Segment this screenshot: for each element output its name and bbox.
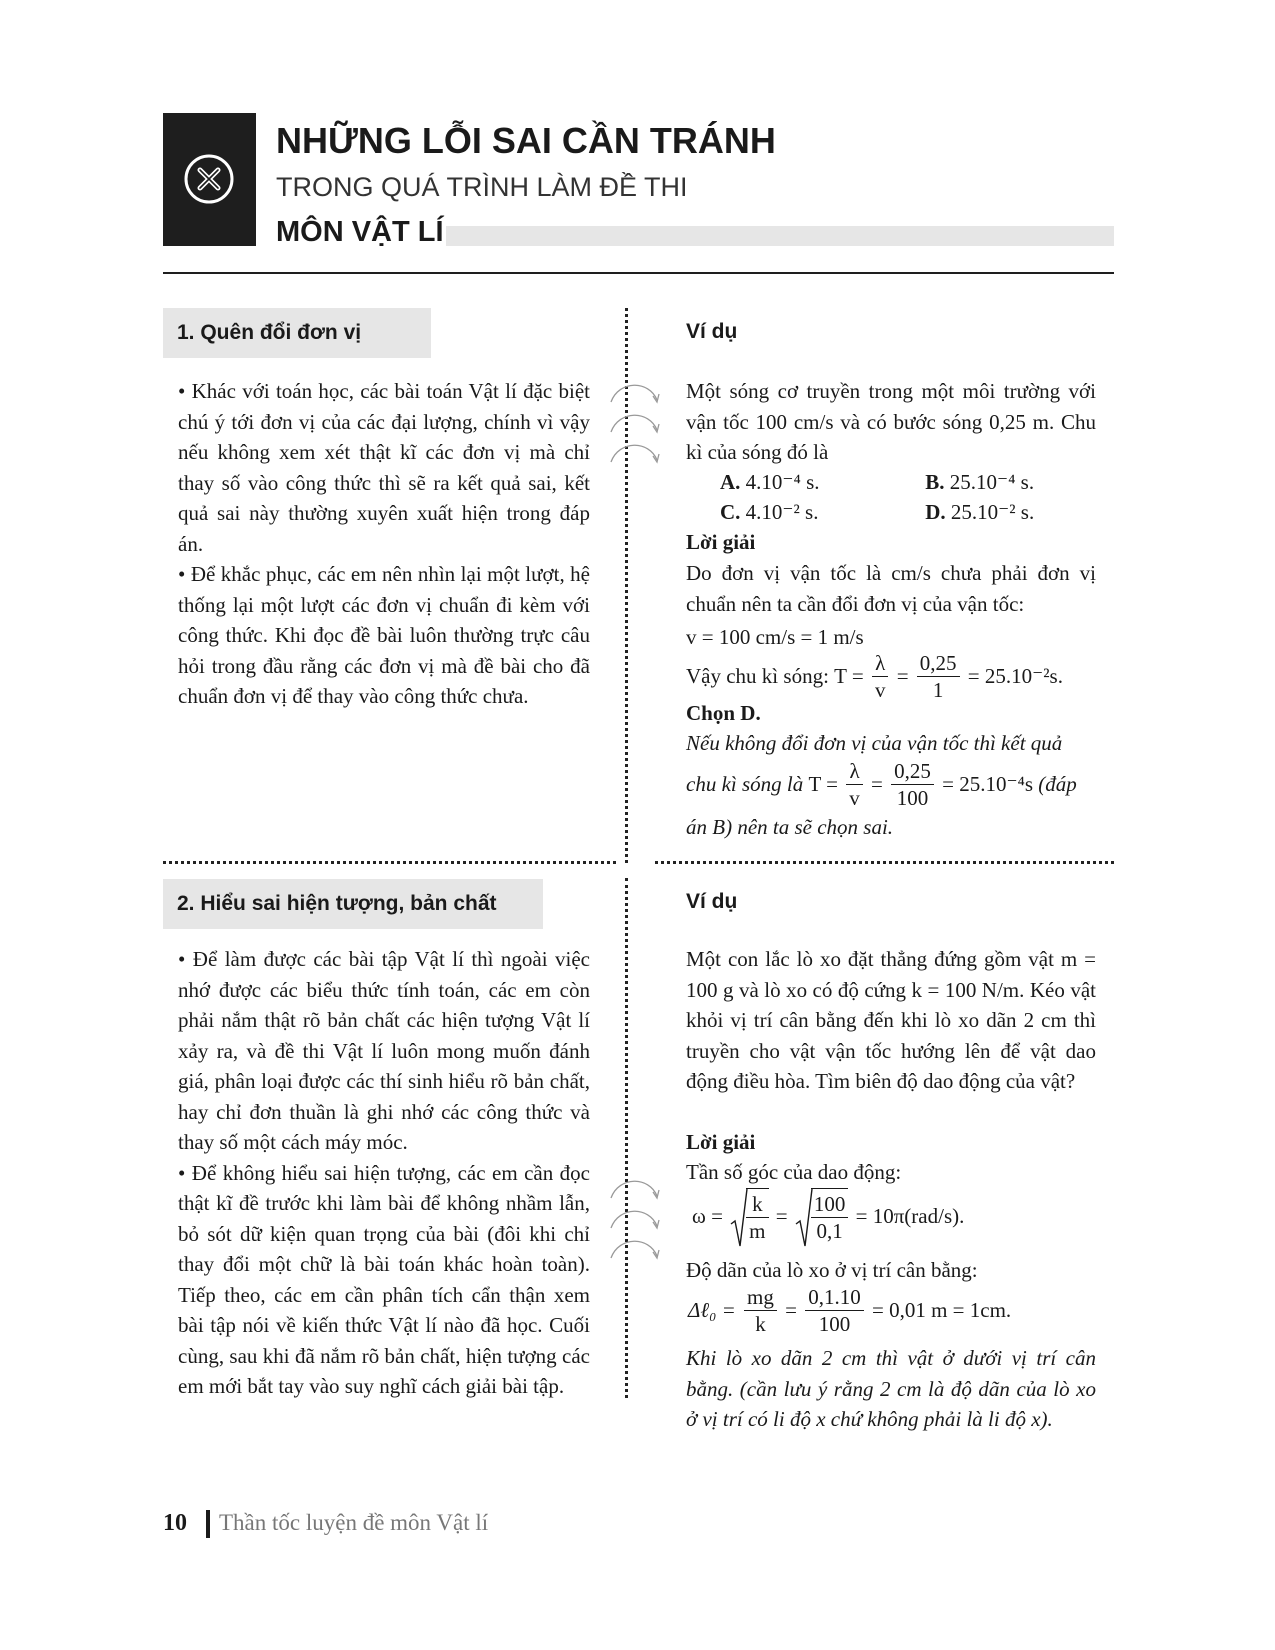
page-title: NHỮNG LỖI SAI CẦN TRÁNH (276, 120, 776, 161)
note-1-line-1: Nếu không đổi đơn vị của vận tốc thì kết quả (686, 731, 1063, 755)
footer-separator (206, 1510, 210, 1538)
binding-curl-icon (609, 1176, 669, 1296)
note-num-1: λ (846, 758, 863, 785)
option-b-key: B. (925, 470, 945, 494)
stretch-intro: Độ dãn của lò xo ở vị trí cân bằng: (686, 1258, 978, 1282)
option-c-text: 4.10⁻² s. (745, 500, 819, 524)
page-subtitle: TRONG QUÁ TRÌNH LÀM ĐỀ THI (276, 172, 688, 202)
example-2-label: Ví dụ (686, 890, 738, 913)
sqrt-values (795, 1188, 849, 1244)
section-1-heading: 1. Quên đổi đơn vị (163, 308, 431, 358)
period-num-2: 0,25 (917, 650, 960, 677)
period-lhs: T = (834, 664, 864, 688)
example-1-options-row-2 (720, 497, 1034, 528)
section-2-bullet-1: • Để làm được các bài tập Vật lí thì ngoài việc nhớ được các biểu thức tính toán, các em còn phải nắm thật rõ bản chất các hiện tượng Vật lí xảy ra, và đề thi Vật lí luôn mong muốn đánh giá, phân loại được các thí sinh hiểu rõ bản chất, hay chỉ đơn thuần là ghi nhớ các công thức và thay số một cách máy móc. (178, 947, 590, 1154)
close-circle-icon (183, 153, 235, 205)
section-1-bullet-2: • Để khắc phục, các em nên nhìn lại một lượt, hệ thống lại một lượt các đơn vị chuẩn đi kèm với công thức. Khi đọc đề bài luôn thường trực câu hỏi trong đầu rằng các đơn vị mà đề bài cho đã chuẩn đơn vị để thay vào công thức chưa. (178, 562, 590, 708)
note-den-1: v (849, 786, 860, 810)
example-2-question: Một con lắc lò xo đặt thẳng đứng gồm vật m = 100 g và lò xo có độ cứng k = 100 N/m. Kéo vật khỏi vị trí cân bằng đến khi lò xo dãn 2 cm thì truyền cho vật vận tốc hướng lên để vật dao động điều hòa. Tìm biên độ dao động của vật? (686, 947, 1096, 1093)
note-den-2: 100 (896, 786, 929, 810)
omega-num-1: k (746, 1191, 768, 1218)
section-2-bullet-2: • Để không hiểu sai hiện tượng, các em cần đọc thật kĩ đề trước khi làm bài để không nhầm lẫn, bỏ sót dữ kiện quan trọng của bài (đôi khi chỉ thay đổi một chữ là bài toán khác hoàn toàn). Tiếp theo, các em cần phân tích cẩn thận xem bài tập nói về kiến thức Vật lí nào đã học. Cuối cùng, sau khi đã nắm rõ bản chất, hiện tượng các em mới bắt tay vào suy nghĩ cách giải bài tập. (178, 1160, 590, 1398)
stretch-num-2: 0,1.10 (805, 1284, 864, 1311)
note-prefix: chu kì sóng là (686, 772, 804, 796)
header-divider (163, 272, 1114, 274)
period-num-1: λ (872, 650, 889, 677)
omega-den-1: m (749, 1219, 766, 1243)
stretch-result: = 0,01 m = 1cm. (871, 1298, 1012, 1322)
section-2-body (178, 944, 590, 1402)
option-d-key: D. (925, 500, 946, 524)
stretch-den-1: k (755, 1312, 766, 1336)
note-1-equation: chu kì sóng là T = $\frac{\lambda}{v}$ = $\frac{0,25}{100}$ = 25.10⁻⁴s (đáp (686, 759, 1077, 810)
option-c-key: C. (720, 500, 741, 524)
option-b-text: 25.10⁻⁴ s. (949, 470, 1035, 494)
note-num-2: 0,25 (891, 758, 934, 785)
period-result: = 25.10⁻²s. (967, 664, 1063, 688)
example-1-label: Ví dụ (686, 320, 738, 343)
stretch-num-1: mg (744, 1284, 777, 1311)
title-underlay-bar (446, 226, 1114, 246)
omega-den-2: 0,1 (816, 1219, 843, 1243)
omega-lhs: ω = (692, 1203, 723, 1228)
period-den-2: 1 (932, 678, 944, 702)
book-title: Thần tốc luyện đề môn Vật lí (219, 1510, 489, 1535)
column-divider-bottom (625, 878, 628, 1398)
solution-1-text: Do đơn vị vận tốc là cm/s chưa phải đơn vị chuẩn nên ta cần đổi đơn vị của vận tốc: (686, 561, 1096, 616)
section-1-bullet-1: • Khác với toán học, các bài toán Vật lí đặc biệt chú ý tới đơn vị của các đại lượng, chính vì vậy nếu không xem xét thật kĩ các đơn vị mà chỉ thay số vào công thức thì sẽ ra kết quả sai, kết quả sai này thường xuyên xuất hiện trong đáp án. (178, 379, 590, 556)
solution-1-period-equation: Vậy chu kì sóng: T = $\frac{\lambda}{v}$ = $\frac{0,25}{1}$ = 25.10⁻²s. (686, 651, 1063, 702)
omega-intro: Tần số góc của dao động: (686, 1160, 902, 1184)
section-1-body (178, 376, 590, 712)
period-den-1: v (874, 678, 886, 702)
answer-1: Chọn D. (686, 701, 761, 725)
omega-result: = 10π(rad/s). (855, 1203, 965, 1228)
solution-2-label: Lời giải (686, 1130, 756, 1154)
solution-1-conversion: v = 100 cm/s = 1 m/s (686, 625, 864, 649)
section-2-heading: 2. Hiểu sai hiện tượng, bản chất (163, 879, 543, 929)
example-1-options-row-1 (720, 467, 1034, 498)
period-prefix: Vậy chu kì sóng: (686, 664, 829, 688)
sqrt-k-over-m (730, 1188, 768, 1244)
header-icon-box (163, 113, 256, 246)
omega-equation: ω = $\frac{k}{m}$ = $\frac{100}{0,1}$ = 10π(rad/s). (692, 1188, 964, 1244)
note-result: = 25.10⁻⁴s (942, 772, 1034, 796)
option-d-text: 25.10⁻² s. (950, 500, 1035, 524)
solution-1-label: Lời giải (686, 530, 756, 554)
option-a-key: A. (720, 470, 741, 494)
section-divider-right (655, 861, 1114, 864)
note-suffix: (đáp (1038, 772, 1077, 796)
stretch-equation: Δℓ₀ = $\frac{mg}{k}$ = $\frac{0,1.10}{100}$ = 0,01 m = 1cm. (688, 1285, 1012, 1336)
option-a-text: 4.10⁻⁴ s. (745, 470, 820, 494)
stretch-lhs: Δℓ₀ = (688, 1298, 736, 1322)
subject-title: MÔN VẬT LÍ (276, 216, 444, 248)
page-number: 10 (163, 1510, 187, 1536)
note-1-line-3: án B) nên ta sẽ chọn sai. (686, 815, 894, 839)
stretch-den-2: 100 (818, 1312, 851, 1336)
note-lhs: T = (808, 772, 839, 796)
note-2: Khi lò xo dãn 2 cm thì vật ở dưới vị trí cân bằng. (cần lưu ý rằng 2 cm là độ dãn của lò xo ở vị trí có li độ x chứ không phải là li độ x). (686, 1346, 1096, 1431)
section-divider-left (163, 861, 616, 864)
omega-num-2: 100 (811, 1191, 849, 1218)
binding-curl-icon (609, 380, 669, 500)
example-1-question: Một sóng cơ truyền trong một môi trường với vận tốc 100 cm/s và có bước sóng 0,25 m. Chu kì của sóng đó là (686, 379, 1096, 464)
